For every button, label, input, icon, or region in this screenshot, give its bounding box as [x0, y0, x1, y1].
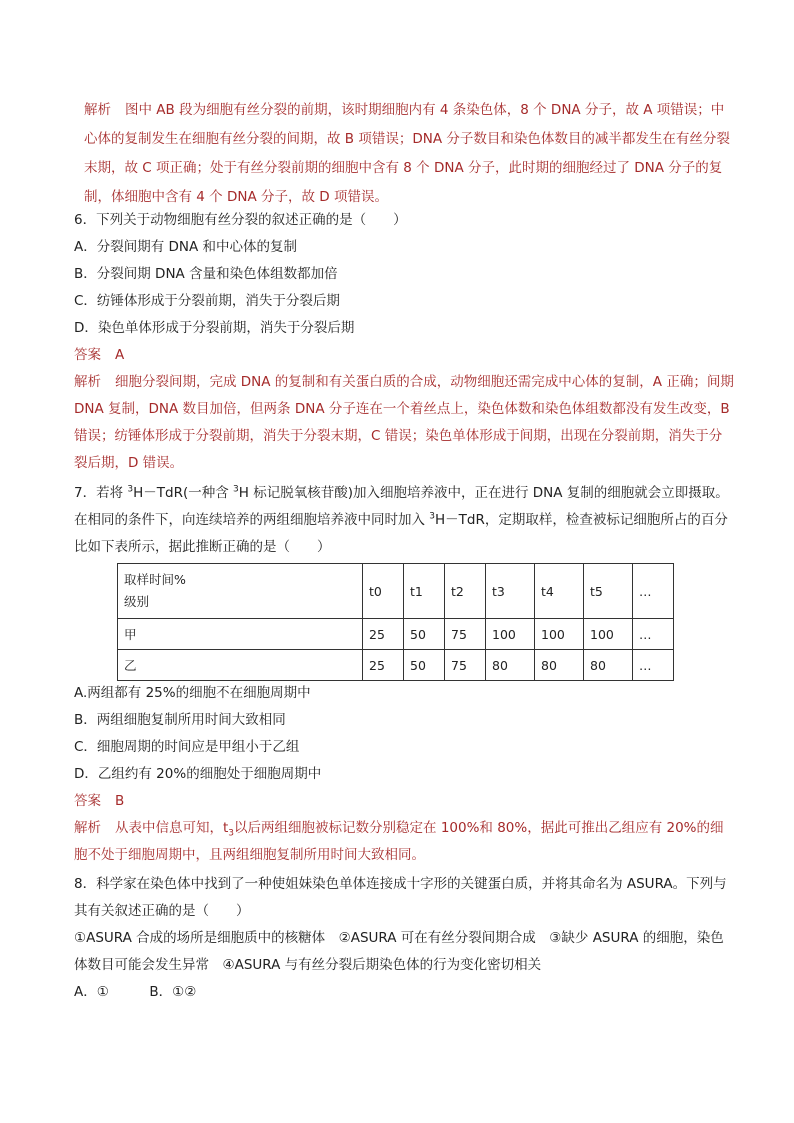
- table-cell: 50: [404, 650, 445, 681]
- q7-table: [117, 563, 674, 681]
- q7-header-bottom: 级别: [124, 594, 150, 609]
- table-cell: 80: [535, 650, 584, 681]
- table-cell: 75: [445, 619, 486, 650]
- table-row: [118, 619, 674, 650]
- q6-block: [74, 207, 734, 477]
- q7-analysis-sub: 3: [228, 828, 235, 839]
- q6-analysis: [74, 369, 734, 477]
- q7-sup: 3: [429, 511, 436, 522]
- q7-col-header: …: [633, 564, 674, 619]
- q6-answer-value: A: [115, 347, 125, 363]
- table-cell: 80: [584, 650, 633, 681]
- table-row: [118, 650, 674, 681]
- q7-row-label: 乙: [118, 650, 363, 681]
- table-cell: …: [633, 619, 674, 650]
- q7-block: [74, 680, 734, 869]
- q6-answer-label: 答案: [74, 347, 101, 363]
- q7-analysis-part: 以后两组细胞被标记数分别稳定在 100%和 80%，据此可推出乙组应有 20%的细胞不处于细胞周期中，且两组细胞复制所用时间大致相同。: [74, 820, 724, 863]
- table-cell: …: [633, 650, 674, 681]
- q7-table-header-label: [118, 564, 363, 619]
- q7-sup: 3: [233, 484, 239, 495]
- q7-stem-part: 7．若将: [74, 485, 128, 501]
- q7-sup: 3: [127, 484, 134, 495]
- q7-answer-label: 答案: [74, 793, 101, 809]
- q7-stem: [74, 480, 734, 561]
- q7-col-header: t4: [535, 564, 584, 619]
- q7-option-d: D．乙组约有 20%的细胞处于细胞周期中: [74, 766, 322, 782]
- q7-analysis: [74, 815, 734, 869]
- q7-col-header: t1: [404, 564, 445, 619]
- table-cell: 50: [404, 619, 445, 650]
- q6-option-c: C．纺锤体形成于分裂前期，消失于分裂后期: [74, 293, 340, 309]
- q5-analysis-label: 解析: [84, 102, 111, 118]
- q6-option-d: D．染色单体形成于分裂前期，消失于分裂后期: [74, 320, 355, 336]
- q6-stem: 6．下列关于动物细胞有丝分裂的叙述正确的是（ ）: [74, 212, 407, 228]
- q8-stem: 8．科学家在染色体中找到了一种使姐妹染色单体连接成十字形的关键蛋白质，并将其命名为 ASURA。下列与其有关叙述正确的是（ ）: [74, 876, 727, 919]
- table-cell: 100: [535, 619, 584, 650]
- q5-analysis: [84, 96, 734, 212]
- q6-answer: [74, 342, 734, 369]
- q7-answer-value: B: [115, 793, 125, 809]
- q7-stem-part: H－TdR，定期取样，检查被标记细胞所占的百分比如下表所示，据此推断正确的是（ ）: [74, 512, 728, 555]
- q8-options: A．① B．①②: [74, 984, 197, 1000]
- q8-statements: ①ASURA 合成的场所是细胞质中的核糖体 ②ASURA 可在有丝分裂间期合成 ③缺少 ASURA 的细胞，染色体数目可能会发生异常 ④ASURA 与有丝分裂后期染色体的行为变化密切相关: [74, 930, 724, 973]
- q6-option-b: B．分裂间期 DNA 含量和染色体组数都加倍: [74, 266, 338, 282]
- q7-table-header-row: [118, 564, 674, 619]
- q6-analysis-text: 细胞分裂间期，完成 DNA 的复制和有关蛋白质的合成，动物细胞还需完成中心体的复制，A 正确；间期 DNA 复制，DNA 数目加倍，但两条 DNA 分子连在一个着丝点上，染色体数和染色体组数都没有发生改变，B 错误；纺锤体形成于分裂前期，消失于分裂末期，C 错误；染色单体形成于间期，出现在分裂前期，消失于分裂后期，D 错误。: [74, 374, 734, 471]
- table-cell: 75: [445, 650, 486, 681]
- q7-col-header: t5: [584, 564, 633, 619]
- q7-stem-part: H 标记脱氧核苷酸)加入细胞培养液中，正在进行 DNA 复制的细胞就会立即摄取。在相同的条件下，向连续培养的两组细胞培养液中同时加入: [74, 485, 729, 528]
- q7-option-a: A.两组都有 25%的细胞不在细胞周期中: [74, 685, 311, 701]
- q7-col-header: t0: [363, 564, 404, 619]
- table-cell: 25: [363, 619, 404, 650]
- q7-option-b: B．两组细胞复制所用时间大致相同: [74, 712, 286, 728]
- table-cell: 80: [486, 650, 535, 681]
- q6-analysis-label: 解析: [74, 374, 101, 390]
- table-cell: 25: [363, 650, 404, 681]
- q7-col-header: t2: [445, 564, 486, 619]
- table-cell: 100: [486, 619, 535, 650]
- q8-block: [74, 871, 734, 1006]
- q7-analysis-label: 解析: [74, 820, 101, 836]
- q5-analysis-text: 图中 AB 段为细胞有丝分裂的前期，该时期细胞内有 4 条染色体，8 个 DNA 分子，故 A 项错误；中心体的复制发生在细胞有丝分裂的间期，故 B 项错误；DNA 分子数目和染色体数目的减半都发生在有丝分裂末期，故 C 项正确；处于有丝分裂前期的细胞中含有 8 个 DNA 分子，此时期的细胞经过了 DNA 分子的复制，体细胞中含有 4 个 DNA 分子，故 D 项错误。: [84, 102, 730, 205]
- q7-answer: [74, 788, 734, 815]
- q7-row-label: 甲: [118, 619, 363, 650]
- q7-option-c: C．细胞周期的时间应是甲组小于乙组: [74, 739, 300, 755]
- q7-stem-part: H－TdR(一种含: [133, 485, 234, 501]
- q7-col-header: t3: [486, 564, 535, 619]
- q6-option-a: A．分裂间期有 DNA 和中心体的复制: [74, 239, 298, 255]
- q7-analysis-part: 从表中信息可知，t: [115, 820, 229, 836]
- q7-header-top: 取样时间%: [124, 572, 186, 587]
- table-cell: 100: [584, 619, 633, 650]
